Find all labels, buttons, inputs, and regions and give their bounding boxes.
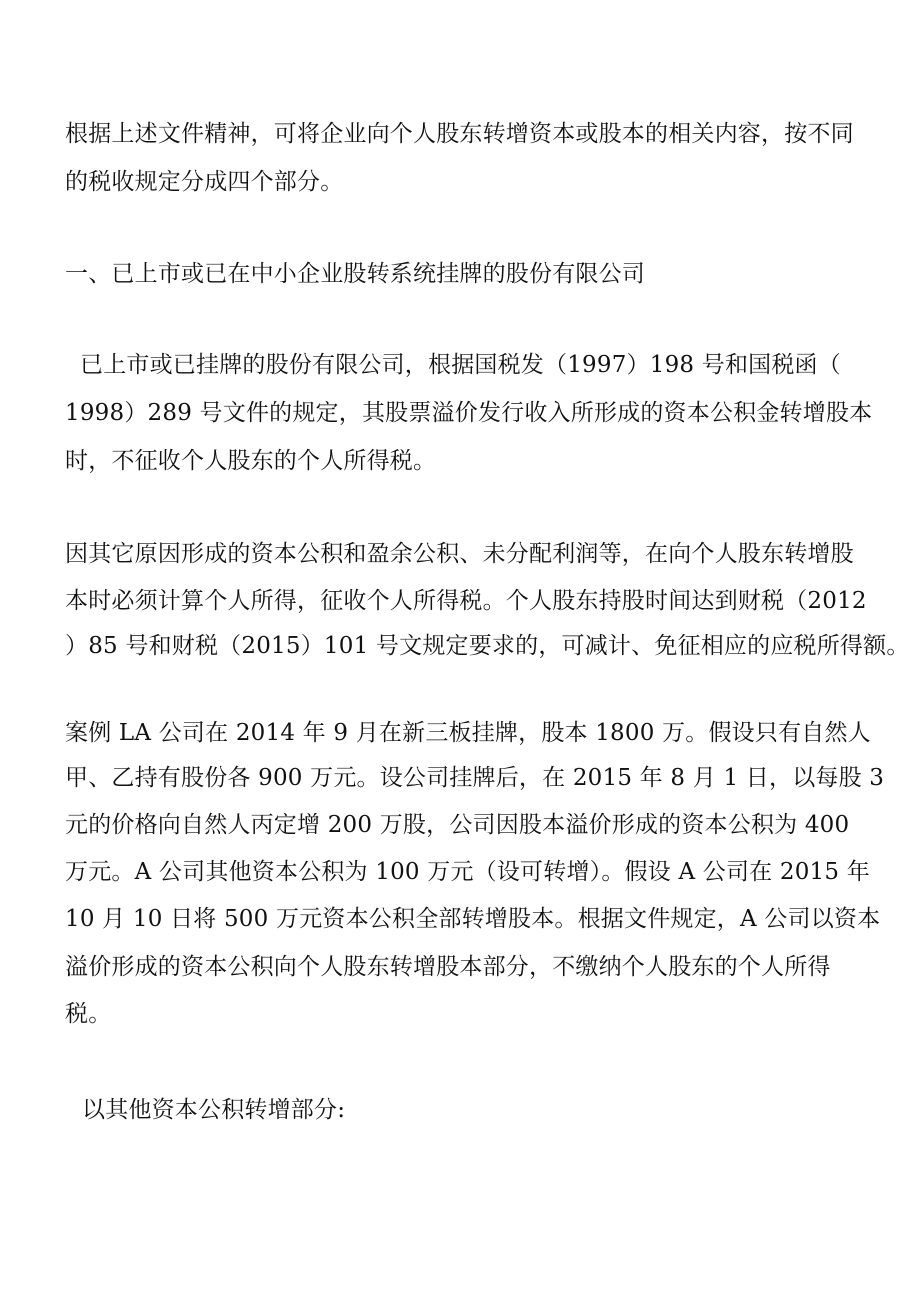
paragraph-3-line-3: ）85 号和财税（2015）101 号文规定要求的，可减计、免征相应的应税所得额。 [65,633,910,659]
paragraph-4-line-6: 溢价形成的资本公积向个人股东转增股本部分，不缴纳个人股东的个人所得 [65,954,831,980]
paragraph-4-line-3: 元的价格向自然人丙定增 200 万股，公司因股本溢价形成的资本公积为 400 [65,812,850,838]
paragraph-3-line-1: 因其它原因形成的资本公积和盈余公积、未分配利润等，在向个人股东转增股 [65,541,854,567]
paragraph-4-line-7: 税。 [65,1001,112,1027]
paragraph-2-line-1: 已上市或已挂牌的股份有限公司，根据国税发（1997）198 号和国税函（ [80,352,841,378]
paragraph-5-line-1: 以其他资本公积转增部分: [82,1097,346,1123]
paragraph-2-line-2: 1998）289 号文件的规定，其股票溢价发行收入所形成的资本公积金转增股本 [65,400,873,426]
section-heading: 一、已上市或已在中小企业股转系统挂牌的股份有限公司 [65,261,645,287]
paragraph-4-line-4: 万元。A 公司其他资本公积为 100 万元（设可转增）。假设 A 公司在 2015 年 [65,859,870,885]
paragraph-3-line-2: 本时必须计算个人所得，征收个人所得税。个人股东持股时间达到财税（2012 [65,588,867,614]
paragraph-4-line-5: 10 月 10 日将 500 万元资本公积全部转增股本。根据文件规定，A 公司以资本 [65,906,881,932]
paragraph-2-line-3: 时，不征收个人股东的个人所得税。 [65,448,437,474]
paragraph-1-line-2: 的税收规定分成四个部分。 [65,169,344,195]
paragraph-4-line-1: 案例 LA 公司在 2014 年 9 月在新三板挂牌，股本 1800 万。假设只有自然人 [65,720,871,746]
paragraph-4-line-2: 甲、乙持有股份各 900 万元。设公司挂牌后，在 2015 年 8 月 1 日，以每股 3 [65,765,885,791]
paragraph-1-line-1: 根据上述文件精神，可将企业向个人股东转增资本或股本的相关内容，按不同 [65,121,854,147]
